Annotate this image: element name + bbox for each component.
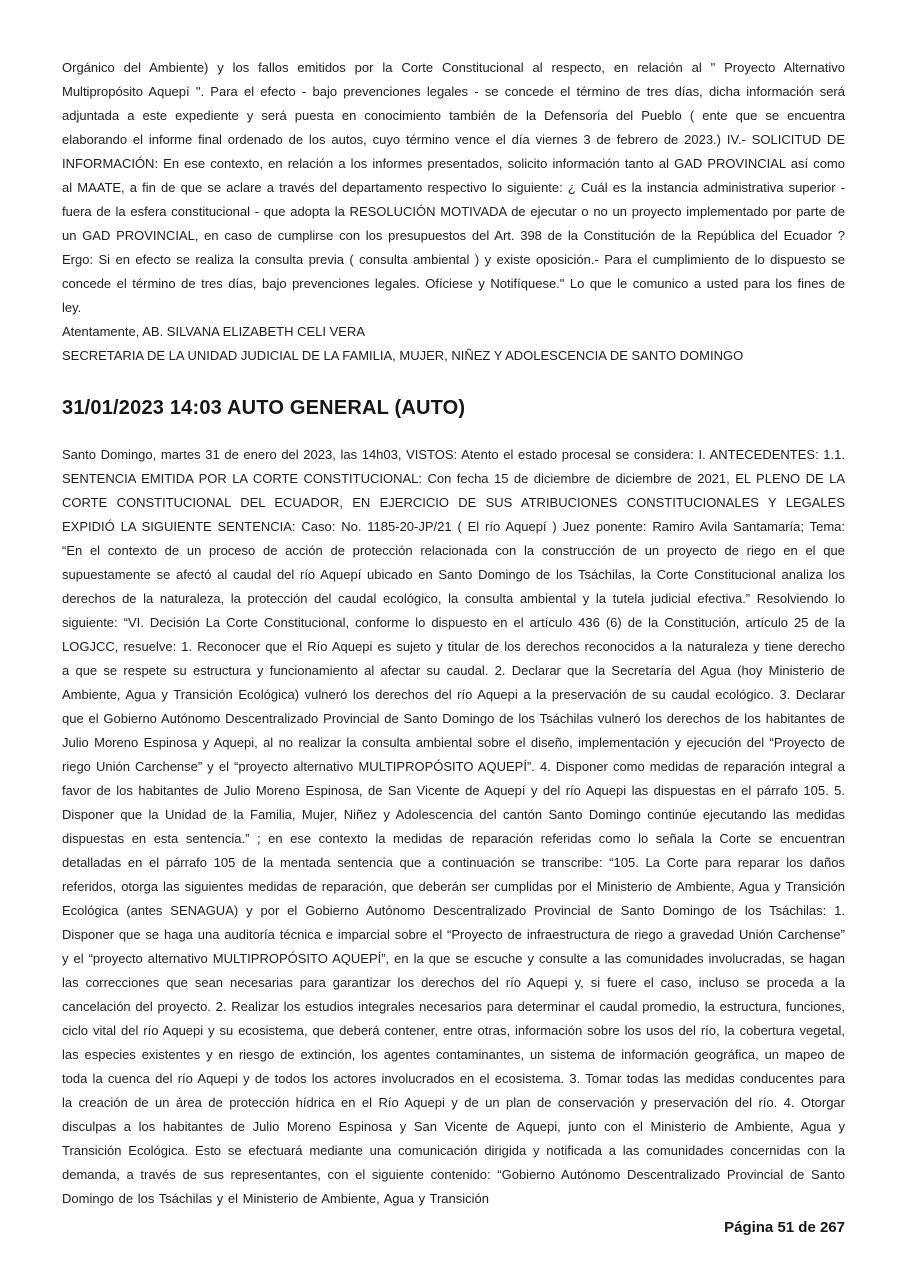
page-number: Página 51 de 267	[724, 1219, 845, 1236]
auto-general-heading: 31/01/2023 14:03 AUTO GENERAL (AUTO)	[62, 397, 466, 419]
auto-general-body: Santo Domingo, martes 31 de enero del 2023, las 14h03, VISTOS: Atento el estado procesal se considera: I. ANTECEDENTES: 1.1. SENTENCIA EMITIDA POR LA CORTE CONSTITUCIONAL: Con fecha 15 de diciembre de diciembre de 2021, EL PLENO DE LA CORTE CONSTITUCIONAL DEL ECUADOR, EN EJERCICIO DE SUS ATRIBUCIONES CONSTITUCIONALES Y LEGALES EXPIDIÓ LA SIGUIENTE SENTENCIA: Caso: No. 1185-20-JP/21 ( El río Aquepí ) Juez ponente: Ramiro Avila Santamaría; Tema: “En el contexto de un proceso de acción de protección relacionada con la construcción de un proyecto de riego en el que supuestamente se afectó al caudal del río Aquepí ubicado en Santo Domingo de los Tsáchilas, la Corte Constitucional analiza los derechos de la naturaleza, la protección del caudal ecológico, la consulta ambiental y la tutela judicial efectiva.” Resolviendo lo siguiente: “VI. Decisión La Corte Constitucional, conforme lo dispuesto en el artículo 436 (6) de la Constitución, artículo 25 de la LOGJCC, resuelve: 1. Reconocer que el Río Aquepi es sujeto y titular de los derechos reconocidos a la naturaleza y tiene derecho a que se respete su estructura y funcionamiento al afectar su caudal. 2. Declarar que la Secretaría del Agua (hoy Ministerio de Ambiente, Agua y Transición Ecológica) vulneró los derechos del río Aquepi a la preservación de su caudal ecológico. 3. Declarar que el Gobierno Autónomo Descentralizado Provincial de Santo Domingo de los Tsáchilas vulneró los derechos de los habitantes de Julio Moreno Espinosa y Aquepi, al no realizar la consulta ambiental sobre el diseño, implementación y ejecución del “Proyecto de riego Unión Carchense” y el “proyecto alternativo MULTIPROPÓSITO AQUEPÍ”. 4. Disponer como medidas de reparación integral a favor de los habitantes de Julio Moreno Espinosa, de San Vicente de Aquepí y del río Aquepi las dispuestas en el párrafo 105. 5. Disponer que la Unidad de la Familia, Mujer, Niñez y Adolescencia del cantón Santo Domingo continúe ejecutando las medidas dispuestas en esta sentencia.” ; en ese contexto la medidas de reparación referidas como lo señala la Corte se encuentran detalladas en el párrafo 105 de la mentada sentencia que a continuación se transcribe: “105. La Corte para reparar los daños referidos, otorga las siguientes medidas de reparación, que deberán ser cumplidas por el Ministerio de Ambiente, Agua y Transición Ecológica (antes SENAGUA) y por el Gobierno Autónomo Descentralizado Provincial de Santo Domingo de los Tsáchilas: 1. Disponer que se haga una auditoría técnica e imparcial sobre el “Proyecto de infraestructura de riego a gravedad Unión Carchense” y el “proyecto alternativo MULTIPROPÓSITO AQUEPÍ”, en la que se escuche y consulte a las comunidades involucradas, se hagan las correcciones que sean necesarias para garantizar los derechos del río Aquepi y, si fuere el caso, incluso se proceda a la cancelación del proyecto. 2. Realizar los estudios integrales necesarios para determinar el caudal promedio, la estructura, funciones, ciclo vital del río Aquepi y su ecosistema, que deberá contener, entre otras, información sobre los usos del río, la cobertura vegetal, las especies existentes y en riesgo de extinción, los agentes contaminantes, un sistema de información geográfica, un mapeo de toda la cuenca del río Aquepi y de todos los actores involucrados en el ecosistema. 3. Tomar todas las medidas conducentes para la creación de un área de protección hídrica en el Río Aquepi y de un plan de conservación y preservación del río. 4. Otorgar disculpas a los habitantes de Julio Moreno Espinosa y San Vicente de Aquepi, junto con el Ministerio de Ambiente, Agua y Transición Ecológica. Esto se efectuará mediante una comunicación dirigida y notificada a las comunidades concernidas con la demanda, a través de sus representantes, con el siguiente contenido: “Gobierno Autónomo Descentralizado Provincial de Santo Domingo de los Tsáchilas y el Ministerio de Ambiente, Agua y Transición	[62, 447, 845, 1206]
signature-closing-line: Atentamente, AB. SILVANA ELIZABETH CELI VERA	[62, 324, 365, 339]
signature-title-line: SECRETARIA DE LA UNIDAD JUDICIAL DE LA FAMILIA, MUJER, NIÑEZ Y ADOLESCENCIA DE SANTO DOMINGO	[62, 348, 744, 363]
continuation-paragraph: Orgánico del Ambiente) y los fallos emitidos por la Corte Constitucional al respecto, en relación al " Proyecto Alternativo Multipropósito Aquepí ". Para el efecto - bajo prevenciones legales - se concede el término de tres días, dicha información será adjuntada a este expediente y será puesta en conocimiento también de la Defensoría del Pueblo ( ente que se encuentra elaborando el informe final ordenado de los autos, cuyo término vence el día viernes 3 de febrero de 2023.) IV.- SOLICITUD DE INFORMACIÓN: En ese contexto, en relación a los informes presentados, solicito información tanto al GAD PROVINCIAL así como al MAATE, a fin de que se aclare a través del departamento respectivo lo siguiente: ¿ Cuál es la instancia administrativa superior - fuera de la esfera constitucional - que adopta la RESOLUCIÓN MOTIVADA de ejecutar o no un proyecto implementado por parte de un GAD PROVINCIAL, en caso de cumplirse con los presupuestos del Art. 398 de la Constitución de la República del Ecuador ? Ergo: Si en efecto se realiza la consulta previa ( consulta ambiental ) y existe oposición.- Para el cumplimiento de lo dispuesto se concede el término de tres días, bajo prevenciones legales. Ofíciese y Notifíquese." Lo que le comunico a usted para los fines de ley.	[62, 60, 845, 315]
